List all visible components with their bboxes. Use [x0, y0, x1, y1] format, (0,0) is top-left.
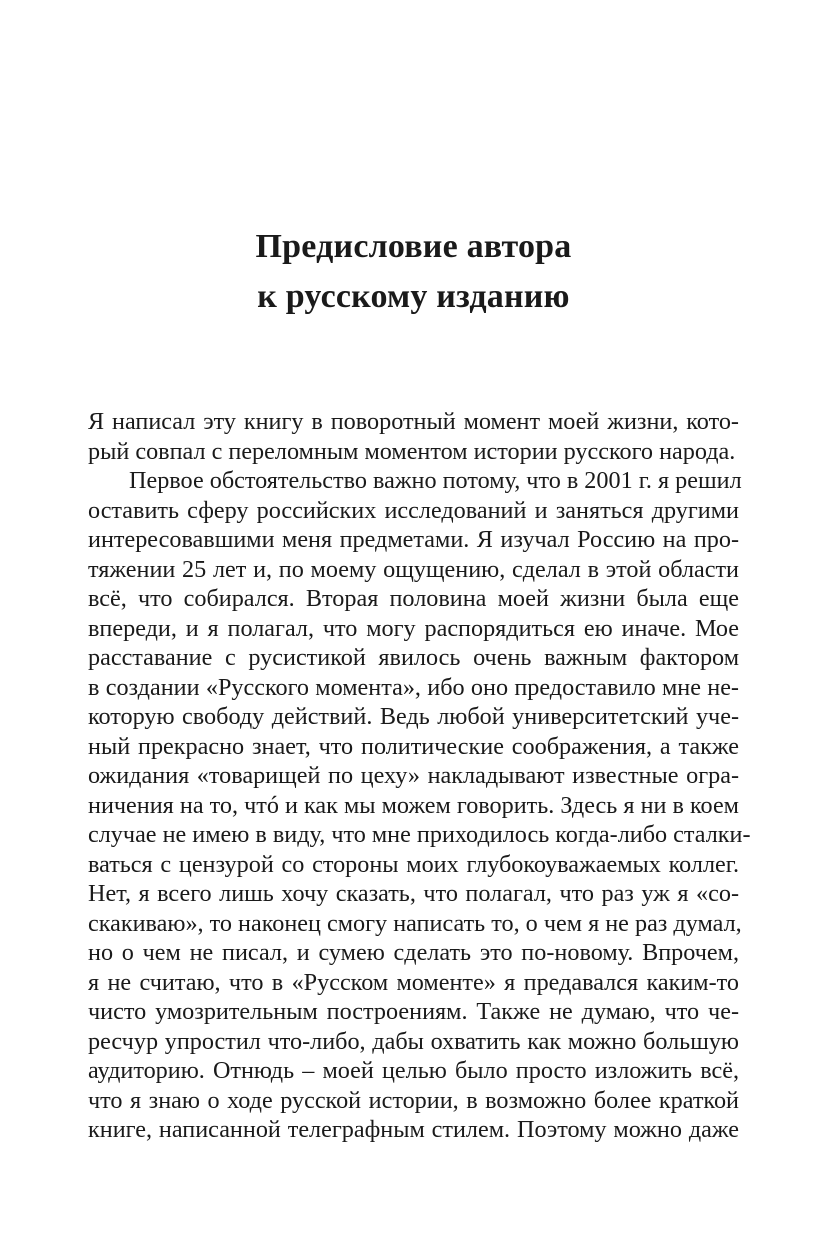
text-line: интересовавшими меня предметами. Я изучал Россию на про- — [88, 526, 739, 553]
text-line: но о чем не писал, и сумею сделать это по-новому. Впрочем, — [88, 939, 739, 966]
text-line: тяжении 25 лет и, по моему ощущению, сделал в этой области — [88, 555, 739, 583]
text-line: всё, что собирался. Вторая половина моей жизни была еще — [88, 585, 739, 612]
text-line: скакиваю», то наконец смогу написать то, о чем я не раз думал, — [88, 909, 742, 937]
chapter-title-line-2: к русскому изданию — [257, 278, 570, 315]
chapter-title-line-1: Предисловие автора — [255, 228, 572, 265]
text-line: случае не имею в виду, что мне приходилось когда-либо сталки- — [88, 821, 751, 848]
text-line: я не считаю, что в «Русском моменте» я предавался каким-то — [88, 968, 739, 996]
text-line: оставить сферу российских исследований и заняться другими — [88, 496, 739, 524]
text-line: в создании «Русского момента», ибо оно предоставило мне не- — [88, 673, 739, 701]
text-line: расставание с русистикой явилось очень важным фактором — [88, 644, 739, 671]
text-line: впереди, и я полагал, что могу распорядиться ею иначе. Мое — [88, 614, 739, 642]
text-line: аудиторию. Отнюдь – моей целью было просто изложить всё, — [88, 1057, 739, 1084]
text-line: которую свободу действий. Ведь любой университетский уче- — [88, 703, 739, 730]
text-line: ресчур упростил что-либо, дабы охватить как можно большую — [88, 1027, 739, 1055]
text-line: Нет, я всего лишь хочу сказать, что полагал, что раз уж я «со- — [88, 880, 739, 907]
text-line: чисто умозрительным построениям. Также не думаю, что че- — [88, 998, 739, 1025]
text-line: Я написал эту книгу в поворотный момент моей жизни, кото- — [88, 408, 739, 435]
text-line: рый совпал с переломным моментом истории русского народа. — [88, 437, 736, 465]
text-line: ожидания «товарищей по цеху» накладывают известные огра- — [88, 762, 739, 789]
body-text — [88, 407, 751, 1145]
chapter-title — [0, 222, 827, 322]
text-line: ный прекрасно знает, что политические соображения, а также — [88, 732, 739, 760]
text-line: что я знаю о ходе русской истории, в возможно более краткой — [88, 1086, 739, 1114]
text-line: книге, написанной телеграфным стилем. Поэтому можно даже — [88, 1116, 739, 1143]
text-line: Первое обстоятельство важно потому, что в 2001 г. я решил — [129, 467, 742, 494]
text-line: ваться с цензурой со стороны моих глубокоуважаемых коллег. — [88, 850, 739, 878]
text-line: ничения на то, чтó и как мы можем говорить. Здесь я ни в коем — [88, 791, 739, 819]
